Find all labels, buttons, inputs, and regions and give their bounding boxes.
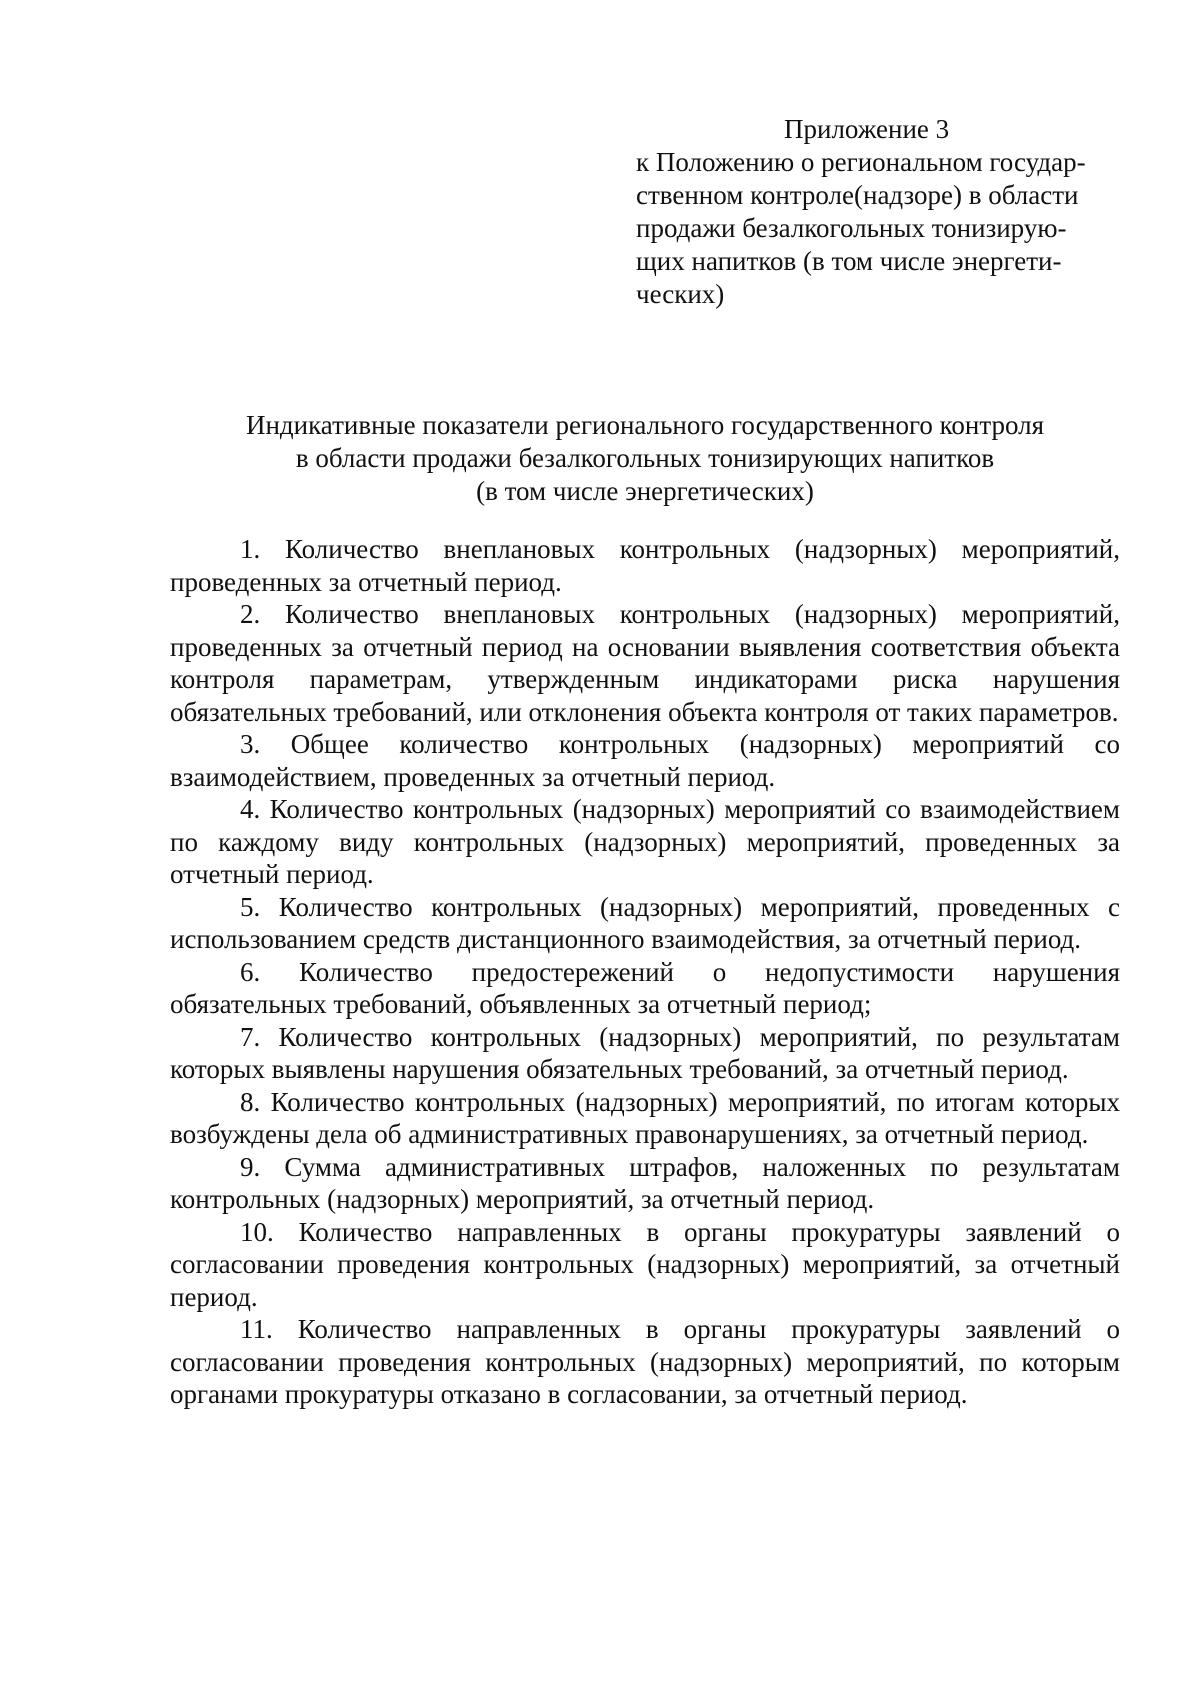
indicator-list — [170, 533, 1120, 1411]
indicator-item: 9. Сумма административных штрафов, наложенных по результатам контрольных (надзорных) мероприятий, за отчетный период. — [170, 1151, 1120, 1214]
indicator-item: 10. Количество направленных в органы прокуратуры заявлений о согласовании проведения контрольных (надзорных) мероприятий, за отчетный период. — [170, 1216, 1120, 1312]
appendix-block — [636, 113, 1126, 311]
document-title-line: Индикативные показатели регионального государственного контроля — [245, 410, 1045, 440]
appendix-line: продажи безалкогольных тонизирую- — [636, 213, 1067, 243]
indicator-item: 3. Общее количество контрольных (надзорных) мероприятий со взаимодействием, проведенных за отчетный период. — [170, 729, 1120, 792]
document-title-line: в области продажи безалкогольных тонизирующих напитков — [295, 443, 995, 473]
indicator-item: 4. Количество контрольных (надзорных) мероприятий со взаимодействием по каждому виду контрольных (надзорных) мероприятий, проведенных за отчетный период. — [170, 794, 1120, 889]
appendix-line: щих напитков (в том числе энергети- — [636, 246, 1062, 276]
indicator-item: 7. Количество контрольных (надзорных) мероприятий, по результатам которых выявлены нарушения обязательных требований, за отчетный период. — [170, 1021, 1120, 1084]
appendix-line: ческих) — [636, 279, 725, 309]
appendix-line: ственном контроле(надзоре) в области — [636, 180, 1079, 210]
indicator-item: 2. Количество внеплановых контрольных (надзорных) мероприятий, проведенных за отчетный период на основании выявления соответствия объекта контроля параметрам, утвержденным индикаторами риска нарушения обязательных требований, или отклонения объекта контроля от таких параметров. — [170, 599, 1120, 727]
indicator-item: 8. Количество контрольных (надзорных) мероприятий, по итогам которых возбуждены дела об административных правонарушениях, за отчетный период. — [170, 1086, 1120, 1149]
appendix-title: Приложение 3 — [784, 114, 950, 144]
appendix-line: к Положению о региональном государ- — [636, 147, 1086, 177]
document-title-line: (в том числе энергетических) — [476, 476, 814, 506]
indicator-item: 6. Количество предостережений о недопустимости нарушения обязательных требований, объявленных за отчетный период; — [170, 956, 1120, 1019]
indicator-item: 1. Количество внеплановых контрольных (надзорных) мероприятий, проведенных за отчетный период. — [170, 534, 1120, 597]
indicator-item: 5. Количество контрольных (надзорных) мероприятий, проведенных с использованием средств дистанционного взаимодействия, за отчетный период. — [170, 891, 1120, 954]
document-title — [170, 409, 1120, 508]
indicator-item: 11. Количество направленных в органы прокуратуры заявлений о согласовании проведения контрольных (надзорных) мероприятий, по которым органами прокуратуры отказано в согласовании, за отчетный период. — [170, 1314, 1120, 1409]
